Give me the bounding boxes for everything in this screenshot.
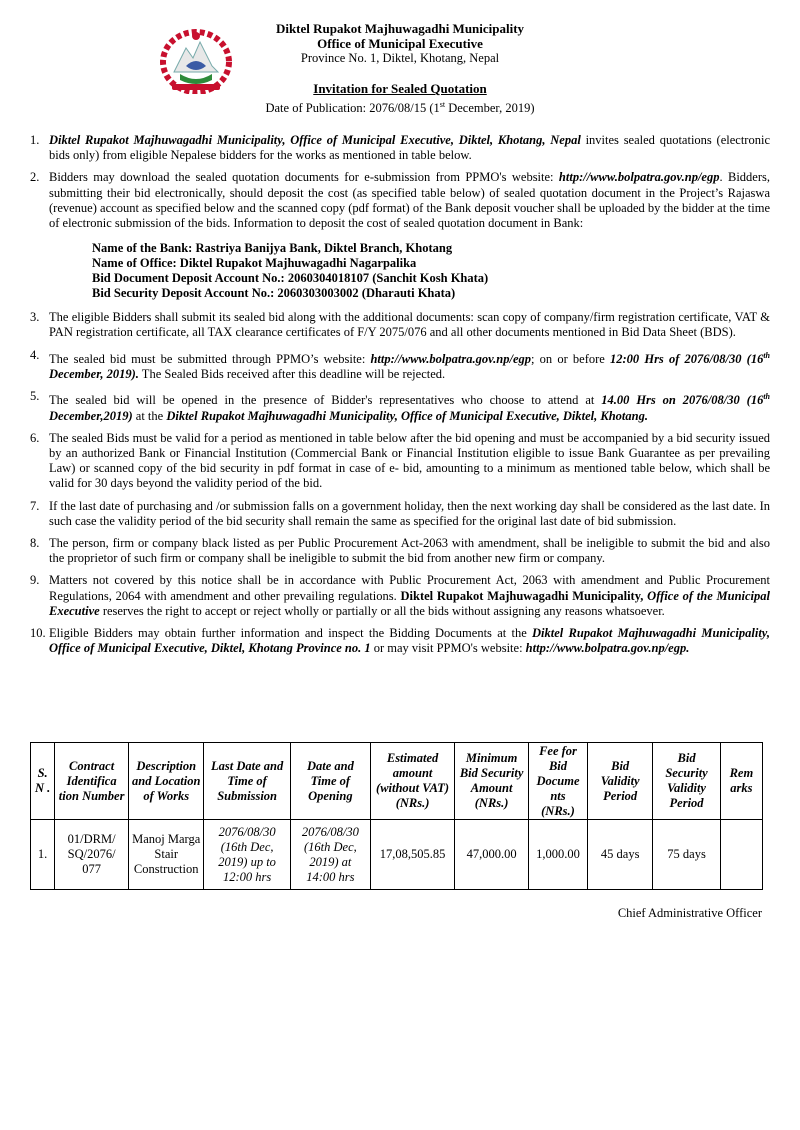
cell-security: 47,000.00 [455,820,529,890]
list-item: 4. The sealed bid must be submitted through PPMO’s website: http://www.bolpatra.gov.np/egp; on or before 12:00 Hrs of 2076/08/30 (16th December, 2019). The Sealed Bids received after this deadline will be rejected. [30,347,770,381]
column-header: Last Date and Time of Submission [204,743,290,820]
list-item: 7. If the last date of purchasing and /or submission falls on a government holiday, then the next working day shall be considered as the last date. In such case the validity period of the bid security shall remain the same as specified for the original last date of bid submission. [30,498,770,528]
column-header: Rem arks [720,743,762,820]
table-header-row [31,743,763,820]
ppmo-link[interactable]: http://www.bolpatra.gov.np/egp [370,351,532,366]
list-item: 3. The eligible Bidders shall submit its sealed bid along with the additional documents: scan copy of company/firm registration certificate, VAT & PAN registration certificate, all TAX clearance certificates of F/Y 2075/076 and all other documents mentioned in Bid Data Sheet (BDS). [30,310,770,340]
column-header: Fee for Bid Docume nts (NRs.) [528,743,587,820]
cell-security-validity: 75 days [653,820,720,890]
signature-title: Chief Administrative Officer [617,906,762,920]
list-item: 5. The sealed bid will be opened in the presence of Bidder's representatives who choose to attend at 14.00 Hrs on 2076/08/30 (16th December,2019) at the Diktel Rupakot Majhuwagadhi Municipality, Office of Municipal Executive, Diktel, Khotang. [30,389,770,423]
list-item: 1. Diktel Rupakot Majhuwagadhi Municipality, Office of Municipal Executive, Diktel, Khotang, Nepal invites sealed quotations (electronic bids only) from eligible Nepalese bidders for the works as mentioned in table below. [30,133,770,163]
cell-estimated: 17,08,505.85 [370,820,454,890]
notice-items [30,133,770,663]
cell-remarks [720,820,762,890]
column-header: Date and Time of Opening [290,743,370,820]
bid-table [30,742,763,890]
list-item: 10. Eligible Bidders may obtain further information and inspect the Bidding Documents at the Diktel Rupakot Majhuwagadhi Municipality, Office of Municipal Executive, Diktel, Khotang Province no. 1 or may visit PPMO's website: http://www.bolpatra.gov.np/egp. [30,625,770,656]
cell-sn: 1. [31,820,55,890]
ppmo-link[interactable]: http://www.bolpatra.gov.np/egp. [525,641,690,656]
column-header: Bid Security Validity Period [653,743,720,820]
column-header: Contract Identifica tion Number [55,743,129,820]
list-item: 2. Bidders may download the sealed quotation documents for e-submission from PPMO's website: http://www.bolpatra.gov.np/egp. Bidders, submitting their bid electronically, should deposit the cost (as specified table below) of sealed quotation document in the Project’s Rajaswa (revenue) account as specified below and the scanned copy (pdf format) of the Bank deposit voucher shall be uploaded by the bidder at the time of electronic submission of the bids. Information to deposit the cost of sealed quotation document in Bank: Name of the Bank: Rastriya Banijya Bank, Diktel Branch, Khotang Name of Office: Diktel Rupakot Majhuwagadhi Nagarpalika Bid Document Deposit Account No.: 2060304018107 (Sanchit Kosh Khata) Bid Security Deposit Account No.: 2060303003002 (Dharauti Khata) [30,170,770,301]
cell-validity: 45 days [588,820,653,890]
cell-fee: 1,000.00 [528,820,587,890]
column-header: Estimated amount (without VAT) (NRs.) [370,743,454,820]
column-header: Bid Validity Period [588,743,653,820]
table-row [31,820,763,890]
column-header: Minimum Bid Security Amount (NRs.) [455,743,529,820]
municipality-name: Diktel Rupakot Majhuwagadhi Municipality [275,21,525,36]
cell-contract: 01/DRM/ SQ/2076/ 077 [55,820,129,890]
publication-date: Date of Publication: 2076/08/15 (1st December, 2019) [265,100,535,116]
column-header: Description and Location of Works [129,743,204,820]
cell-last-date: 2076/08/30 (16th Dec, 2019) up to 12:00 hrs [204,820,290,890]
ppmo-link[interactable]: http://www.bolpatra.gov.np/egp [558,170,720,185]
bank-details: Name of the Bank: Rastriya Banijya Bank, Diktel Branch, Khotang Name of Office: Diktel Rupakot Majhuwagadhi Nagarpalika Bid Document Deposit Account No.: 2060304018107 (Sanchit Kosh Khata) Bid Security Deposit Account No.: 2060303003002 (Dharauti Khata) [92,241,489,301]
cell-opening: 2076/08/30 (16th Dec, 2019) at 14:00 hrs [290,820,370,890]
list-item: 6. The sealed Bids must be valid for a period as mentioned in table below after the bid opening and must be accompanied by a bid security issued by an authorized Bank or Financial Institution (Commercial Bank or Financial Institution eligible to issue Bank Guarantee as per prevailing Law) or scanned copy of the bid security in pdf format in case of e- bid, amounting to a minimum as mentioned table below, which shall be valid for 30 days beyond the validity period of the bid. [30,430,770,491]
list-item: 9. Matters not covered by this notice shall be in accordance with Public Procurement Act, 2063 with amendment and Public Procurement Regulations, 2064 with amendment and other prevailing regulations. Diktel Rupakot Majhuwagadhi Municipality, Office of the Municipal Executive reserves the right to accept or reject wholly or partially or all the bids without assigning any reasons whatsoever. [30,573,771,618]
address: Province No. 1, Diktel, Khotang, Nepal [300,51,500,65]
notice-title: Invitation for Sealed Quotation [313,81,487,96]
column-header: S. N . [31,743,55,820]
office-name: Office of Municipal Executive [317,36,483,51]
cell-description: Manoj Marga Stair Construction [129,820,204,890]
list-item: 8. The person, firm or company black listed as per Public Procurement Act-2063 with amendment, shall be ineligible to submit the bid and also the proprietor of such firm or company shall be ineligible to submit the bid from another new firm or company. [30,535,770,566]
